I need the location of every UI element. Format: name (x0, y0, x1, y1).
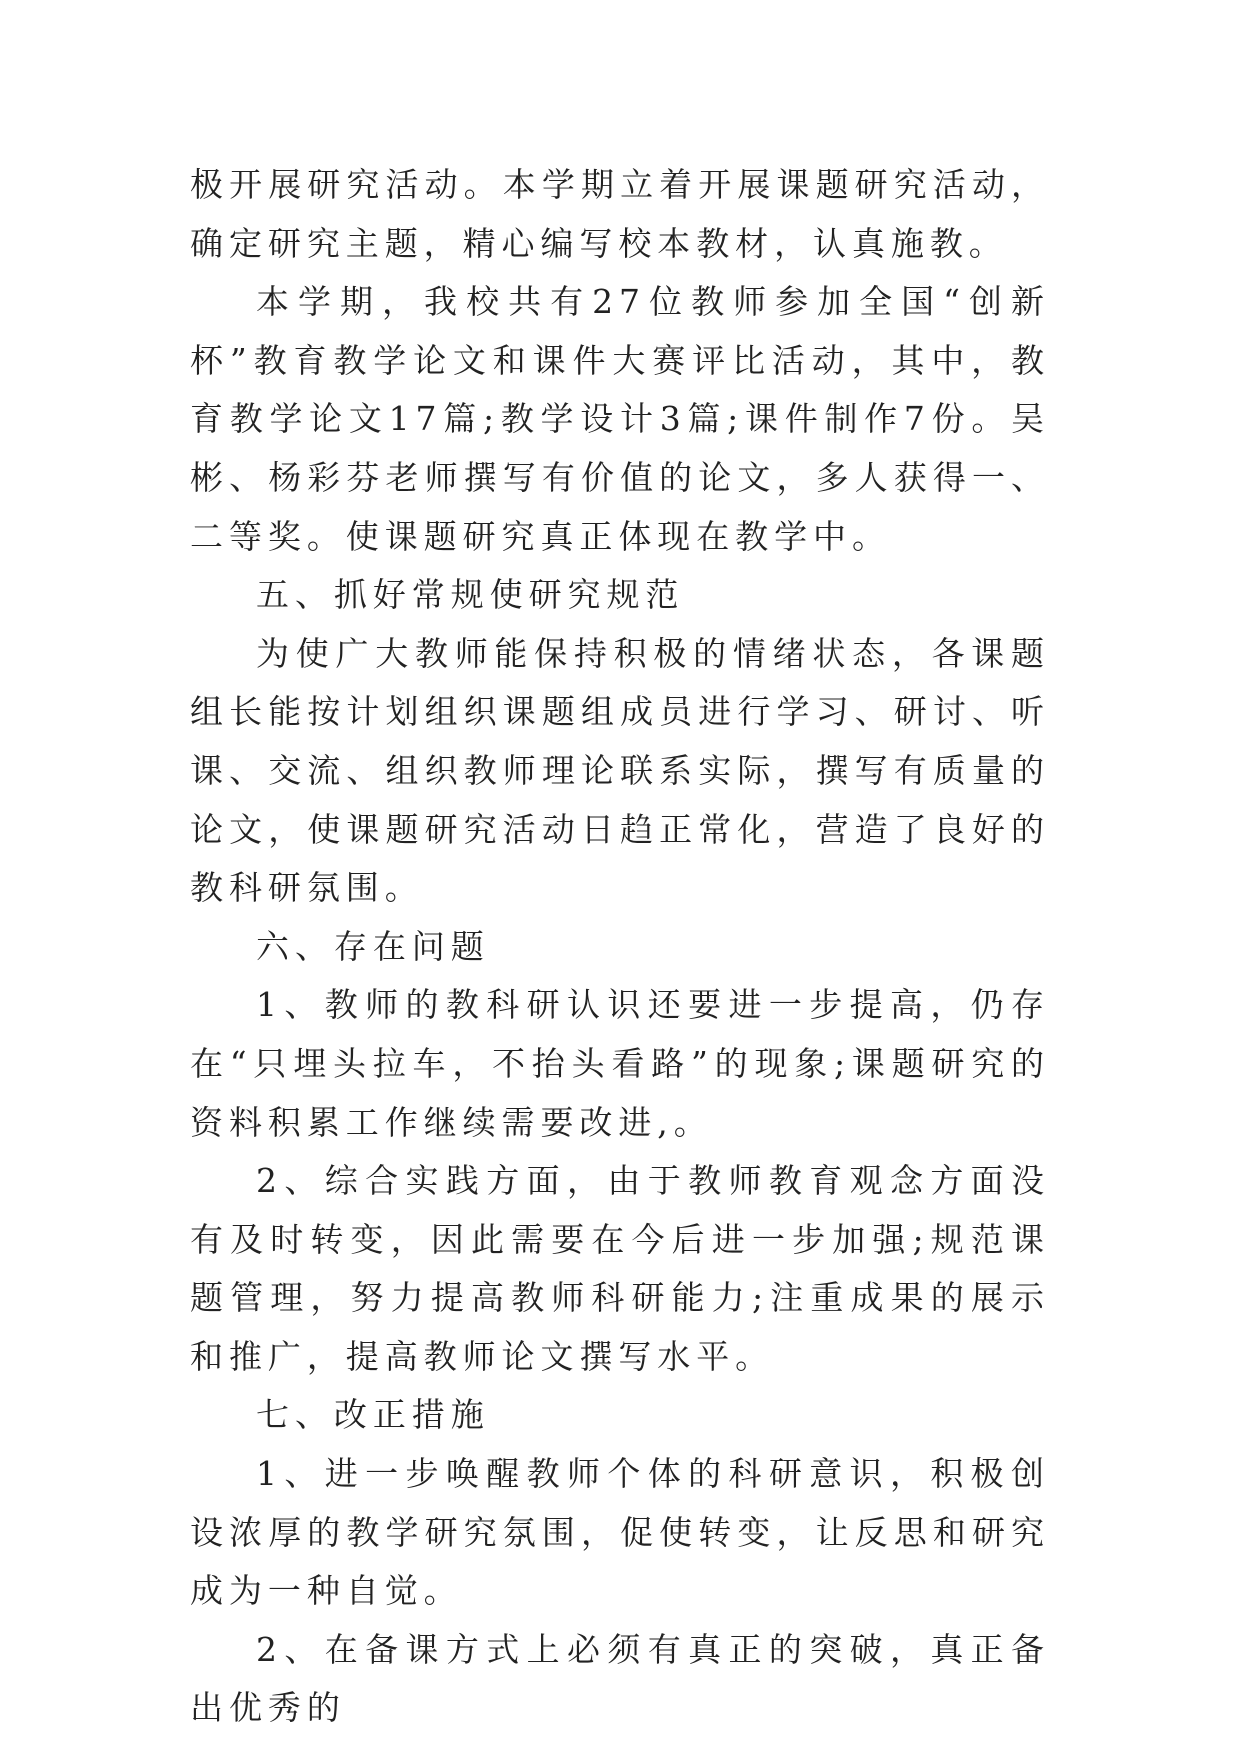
section-heading-7: 七、改正措施 (256, 1395, 490, 1435)
paragraph-routine: 为使广大教师能保持积极的情绪状态，各课题组长能按计划组织课题组成员进行学习、研讨、听课、交流、组织教师理论联系实际，撰写有质量的论文，使课题研究活动日趋正常化，营造了良好的教科研氛围。 (190, 633, 1050, 908)
paragraph-continued: 极开展研究活动。本学期立着开展课题研究活动，确定研究主题，精心编写校本教材，认真施教。 (190, 165, 1050, 263)
document-body (190, 156, 1050, 1738)
paragraph-awards: 本学期，我校共有27位教师参加全国“创新杯”教育教学论文和课件大赛评比活动，其中，教育教学论文17篇;教学设计3篇;课件制作7份。吴彬、杨彩芬老师撰写有价值的论文，多人获得一、二等奖。使课题研究真正体现在教学中。 (190, 282, 1050, 556)
measure-item-2: 2、在备课方式上必须有真正的突破，真正备出优秀的 (190, 1629, 1050, 1728)
section-heading-6: 六、存在问题 (256, 926, 490, 966)
problem-item-1: 1、教师的教科研认识还要进一步提高，仍存在“只埋头拉车，不抬头看路”的现象;课题研究的资料积累工作继续需要改进,。 (190, 985, 1050, 1142)
problem-item-2: 2、综合实践方面，由于教师教育观念方面没有及时转变，因此需要在今后进一步加强;规范课题管理，努力提高教师科研能力;注重成果的展示和推广，提高教师论文撰写水平。 (190, 1161, 1050, 1376)
section-heading-5: 五、抓好常规使研究规范 (256, 575, 685, 615)
measure-item-1: 1、进一步唤醒教师个体的科研意识，积极创设浓厚的教学研究氛围，促使转变，让反思和研究成为一种自觉。 (190, 1454, 1050, 1611)
